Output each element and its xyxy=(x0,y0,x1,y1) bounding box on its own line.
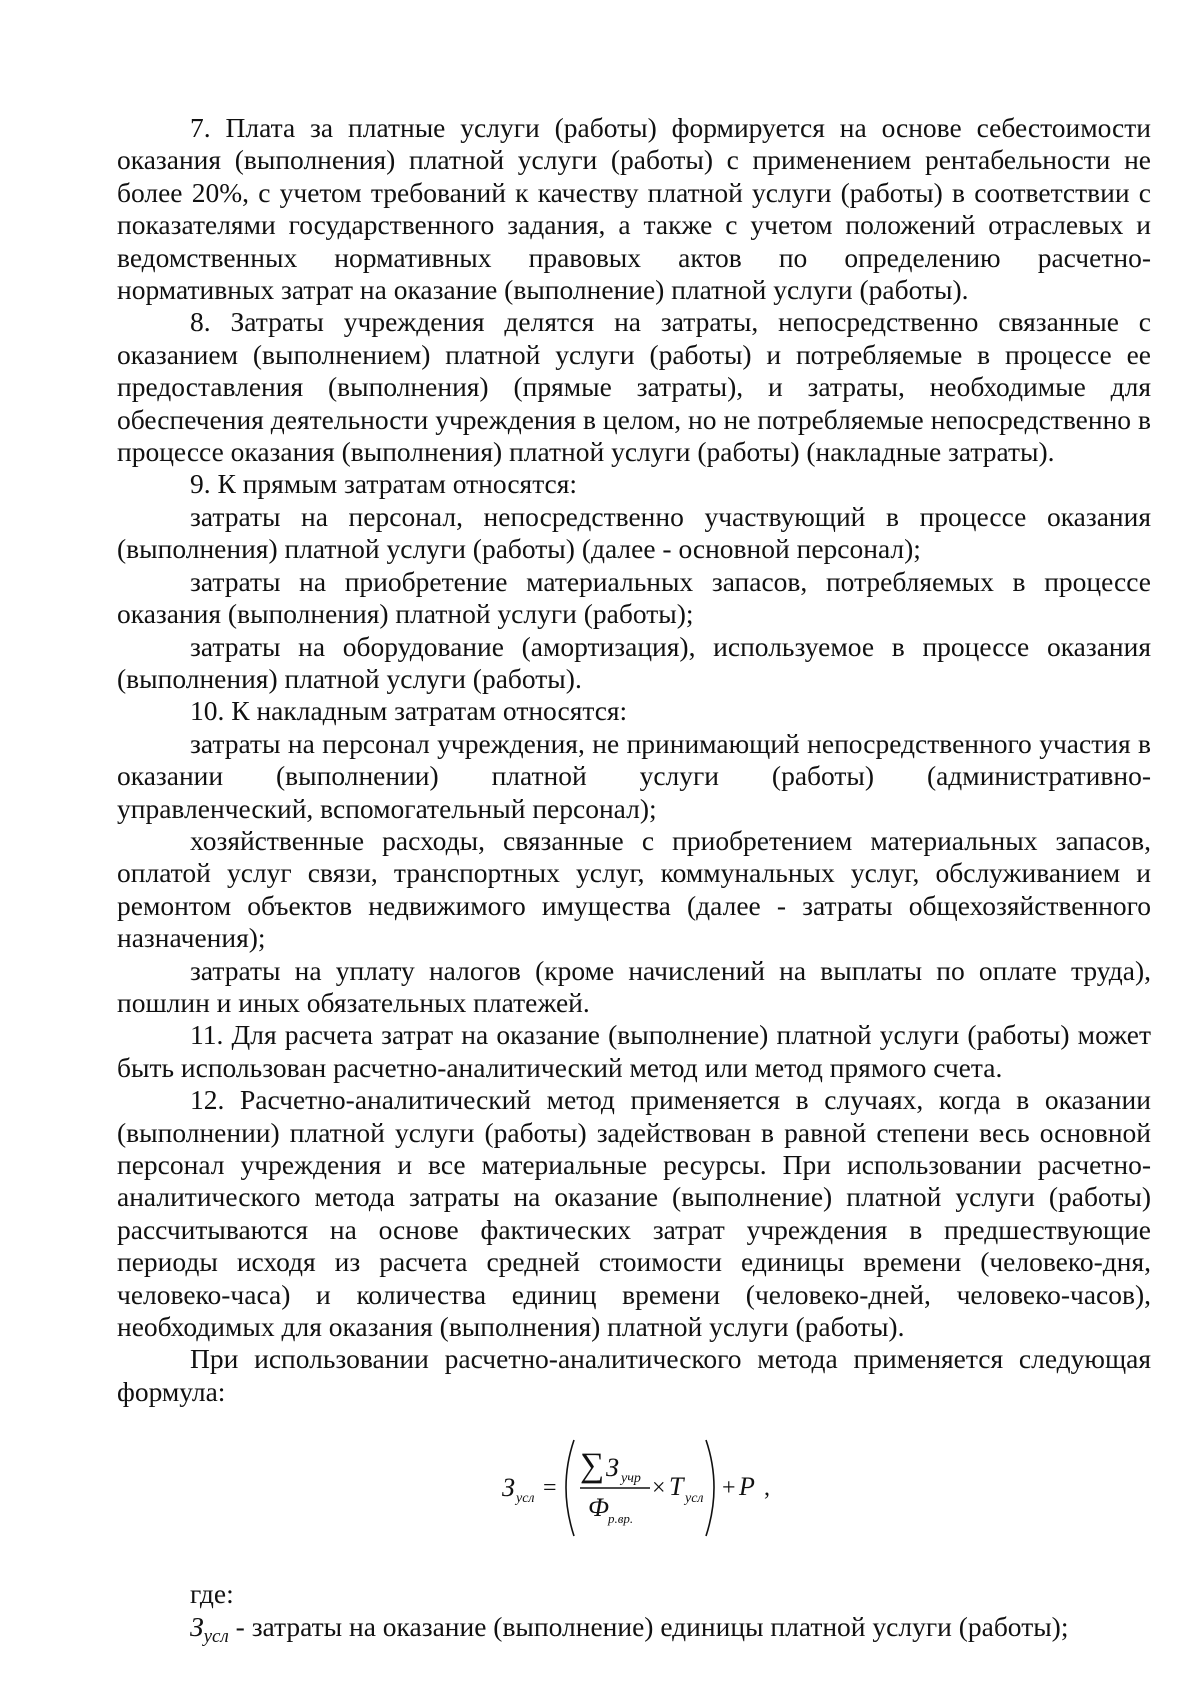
paragraph-12-end: необходимых для оказания (выполнения) платной услуги (работы). xyxy=(117,1311,905,1343)
paragraph-9-item-3: затраты на оборудование (амортизация), используемое в процессе оказания (выполнения) платной услуги (работы). xyxy=(117,630,1151,694)
paragraph-8: 8. Затраты учреждения делятся на затраты, непосредственно связанные с оказанием (выполнением) платной услуги (работы) и потребляемые в процессе ее предоставления (выполнения) (прямые затраты), и затраты, необходимые для обеспечения деятельности учреждения в целом, но не потребляемые непосредственно в процессе оказания (выполнения) платной услуги (работы) (накладные затраты). xyxy=(117,306,1151,468)
paragraph-10-item-1: затраты на персонал учреждения, не принимающий непосредственного участия в оказании (выполнении) платной услуги (работы) (административно- xyxy=(117,727,1151,792)
definition-z-usl xyxy=(117,1611,1151,1653)
formula-t-subscript: усл xyxy=(685,1491,704,1507)
where-label: где: xyxy=(190,1578,234,1610)
formula-numerator-subscript: учр xyxy=(621,1471,641,1487)
paragraph-10-item-2: хозяйственные расходы, связанные с приобретением материальных запасов, оплатой услуг связи, транспортных услуг, коммунальных услуг, обслуживанием и ремонтом объектов недвижимого имущества (далее - затраты общехозяйственного назначения); xyxy=(117,824,1151,954)
definition-subscript: усл xyxy=(203,1625,229,1647)
formula-lhs-subscript: усл xyxy=(516,1491,535,1507)
paragraph-7-end: нормативных затрат на оказание (выполнение) платной услуги (работы). xyxy=(117,274,969,306)
definition-text: - затраты на оказание (выполнение) единицы платной услуги (работы); xyxy=(228,1610,1069,1642)
paragraph-11: 11. Для расчета затрат на оказание (выполнение) платной услуги (работы) может быть использован расчетно-аналитический метод или метод прямого счета. xyxy=(117,1019,1151,1083)
formula-sum-sign: ∑ xyxy=(580,1447,605,1485)
paragraph-10-item-3: затраты на уплату налогов (кроме начислений на выплаты по оплате труда), пошлин и иных обязательных платежей. xyxy=(117,954,1151,1018)
paragraph-9-item-1: затраты на персонал, непосредственно участвующий в процессе оказания (выполнения) платной услуги (работы) (далее - основной персонал); xyxy=(117,500,1151,565)
paragraph-10: 10. К накладным затратам относятся: xyxy=(190,695,628,727)
formula-right-paren xyxy=(706,1440,714,1536)
paragraph-9-item-2: затраты на приобретение материальных запасов, потребляемых в процессе оказания (выполнения) платной услуги (работы); xyxy=(117,565,1151,630)
cost-formula xyxy=(117,1432,1151,1550)
formula-denominator-symbol: Ф xyxy=(588,1493,609,1523)
formula-denominator-subscript: р.вр. xyxy=(608,1511,634,1527)
paragraph-9: 9. К прямым затратам относятся: xyxy=(190,468,578,500)
definition-symbol: З xyxy=(190,1610,204,1642)
formula-left-paren xyxy=(566,1440,574,1536)
formula-numerator-symbol: З xyxy=(606,1453,619,1483)
formula-plus: + xyxy=(722,1475,736,1502)
formula-svg xyxy=(502,1432,802,1542)
formula-lhs-symbol: З xyxy=(502,1473,515,1503)
document-page xyxy=(117,112,1151,1653)
formula-times: × xyxy=(652,1475,666,1502)
paragraph-10-item-1-end: управленческий, вспомогательный персонал); xyxy=(117,792,657,824)
formula-t-symbol: Т xyxy=(669,1472,684,1502)
formula-p-symbol: Р xyxy=(739,1472,755,1502)
formula-comma: , xyxy=(764,1475,770,1502)
paragraph-7: 7. Плата за платные услуги (работы) формируется на основе себестоимости оказания (выполнения) платной услуги (работы) с применением рентабельности не более 20%, с учетом требований к качеству платной услуги (работы) в соответствии с показателями государственного задания, а также с учетом положений отраслевых и ведомственных нормативных правовых актов по определению расчетно- xyxy=(117,112,1151,273)
paragraph-12: 12. Расчетно-аналитический метод применяется в случаях, когда в оказании (выполнении) платной услуги (работы) задействован в равной степени весь основной персонал учреждения и все материальные ресурсы. При использовании расчетно-аналитического метода затраты на оказание (выполнение) платной услуги (работы) рассчитываются на основе фактических затрат учреждения в предшествующие периоды исходя из расчета средней стоимости единицы времени (человеко-дня, человеко-часа) и количества единиц времени (человеко-дней, человеко-часов), xyxy=(117,1084,1151,1310)
formula-equals: = xyxy=(543,1475,557,1502)
paragraph-formula-intro: При использовании расчетно-аналитического метода применяется следующая формула: xyxy=(117,1343,1151,1407)
